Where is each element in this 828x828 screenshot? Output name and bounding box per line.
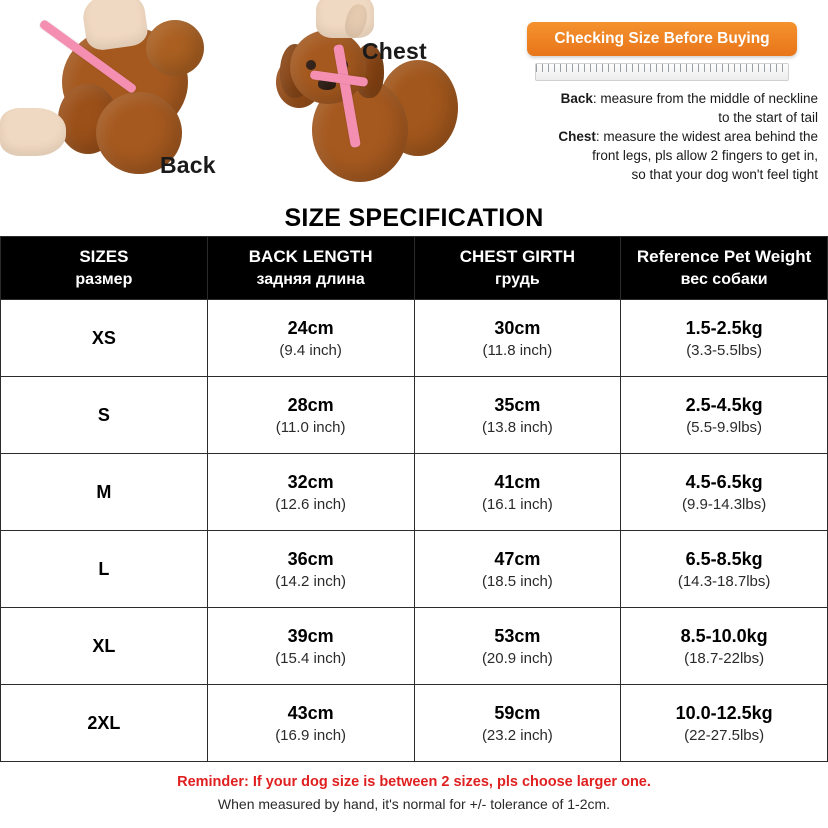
table-header-row bbox=[1, 237, 828, 300]
header-back-length bbox=[207, 237, 414, 300]
instruction-line bbox=[502, 127, 818, 146]
cell-pet-weight bbox=[621, 377, 828, 454]
value-inch: (11.8 inch) bbox=[482, 341, 553, 359]
value-cm: 30cm bbox=[494, 317, 541, 338]
table-row bbox=[1, 377, 828, 454]
header-sizes bbox=[1, 237, 208, 300]
value-inch: (20.9 inch) bbox=[481, 649, 553, 667]
footer-notes bbox=[0, 762, 828, 812]
value-lbs: (18.7-22lbs) bbox=[684, 649, 765, 667]
value-inch: (12.6 inch) bbox=[275, 495, 347, 513]
value-kg: 6.5-8.5kg bbox=[685, 548, 763, 569]
label-back: Back bbox=[160, 152, 216, 178]
instruction-term: Back bbox=[560, 91, 593, 106]
cell-size: XL bbox=[1, 608, 208, 685]
instruction-line bbox=[502, 146, 818, 165]
instruction-term: Chest bbox=[558, 129, 596, 144]
instruction-line bbox=[502, 108, 818, 127]
cell-pet-weight bbox=[621, 300, 828, 377]
value-cm: 24cm bbox=[287, 317, 334, 338]
cell-chest-girth bbox=[414, 685, 621, 762]
header-chest-girth bbox=[414, 237, 621, 300]
value-lbs: (3.3-5.5lbs) bbox=[686, 341, 763, 359]
measuring-instructions bbox=[502, 8, 822, 198]
value-cm: 36cm bbox=[287, 548, 334, 569]
value-kg: 10.0-12.5kg bbox=[675, 702, 773, 723]
table-row bbox=[1, 300, 828, 377]
value-inch: (16.9 inch) bbox=[275, 726, 347, 744]
cell-chest-girth bbox=[414, 377, 621, 454]
value-kg: 8.5-10.0kg bbox=[680, 625, 768, 646]
instruction-text: to the start of tail bbox=[718, 110, 818, 125]
cell-pet-weight bbox=[621, 531, 828, 608]
cell-back-length bbox=[207, 685, 414, 762]
value-inch: (13.8 inch) bbox=[481, 418, 553, 436]
instruction-text: : measure the widest area behind the bbox=[595, 129, 818, 144]
label-chest: Chest bbox=[362, 38, 427, 64]
value-inch: (18.5 inch) bbox=[481, 572, 553, 590]
instruction-line bbox=[502, 165, 818, 184]
hand-icon bbox=[0, 108, 66, 156]
cell-chest-girth bbox=[414, 300, 621, 377]
header-main: SIZES bbox=[79, 247, 129, 266]
instruction-text: : measure from the middle of neckline bbox=[592, 91, 818, 106]
value-cm: 32cm bbox=[287, 471, 334, 492]
value-cm: 43cm bbox=[287, 702, 334, 723]
cell-chest-girth bbox=[414, 608, 621, 685]
value-cm: 41cm bbox=[494, 471, 541, 492]
cell-chest-girth bbox=[414, 454, 621, 531]
ruler-icon bbox=[535, 63, 789, 81]
reminder-text: Reminder: If your dog size is between 2 sizes, pls choose larger one. bbox=[177, 774, 651, 790]
hero-images bbox=[0, 0, 828, 200]
cell-back-length bbox=[207, 300, 414, 377]
instruction-lines bbox=[502, 89, 822, 184]
value-inch: (9.4 inch) bbox=[279, 341, 342, 359]
dog-head-shape bbox=[146, 20, 204, 76]
table-row bbox=[1, 531, 828, 608]
dog-head-shape bbox=[290, 30, 366, 104]
cell-size: M bbox=[1, 454, 208, 531]
header-main: Reference Pet Weight bbox=[636, 247, 812, 266]
value-inch: (15.4 inch) bbox=[275, 649, 347, 667]
cell-pet-weight bbox=[621, 608, 828, 685]
value-lbs: (5.5-9.9lbs) bbox=[686, 418, 763, 436]
title-bar bbox=[0, 200, 828, 236]
header-main: BACK LENGTH bbox=[248, 247, 373, 266]
table-row bbox=[1, 608, 828, 685]
tolerance-text: When measured by hand, it's normal for +/- tolerance of 1-2cm. bbox=[217, 796, 611, 812]
photo-chest-measurement bbox=[250, 0, 485, 200]
value-inch: (23.2 inch) bbox=[481, 726, 553, 744]
cell-back-length bbox=[207, 377, 414, 454]
value-lbs: (9.9-14.3lbs) bbox=[682, 495, 767, 513]
header-main: CHEST GIRTH bbox=[459, 247, 575, 266]
value-cm: 39cm bbox=[287, 625, 334, 646]
value-kg: 2.5-4.5kg bbox=[685, 394, 763, 415]
table-body bbox=[1, 300, 828, 762]
table-row bbox=[1, 454, 828, 531]
cell-size: 2XL bbox=[1, 685, 208, 762]
checking-size-badge: Checking Size Before Buying bbox=[527, 22, 797, 56]
value-lbs: (14.3-18.7lbs) bbox=[677, 572, 771, 590]
header-reference-pet-weight bbox=[621, 237, 828, 300]
header-sub: вес собаки bbox=[680, 271, 768, 288]
size-specification-table bbox=[0, 236, 828, 762]
instruction-text: front legs, pls allow 2 fingers to get in, bbox=[592, 148, 818, 163]
value-lbs: (22-27.5lbs) bbox=[684, 726, 765, 744]
cell-size: XS bbox=[1, 300, 208, 377]
value-inch: (16.1 inch) bbox=[481, 495, 553, 513]
cell-back-length bbox=[207, 454, 414, 531]
table-row bbox=[1, 685, 828, 762]
value-cm: 47cm bbox=[494, 548, 541, 569]
page-title: SIZE SPECIFICATION bbox=[284, 203, 544, 232]
cell-pet-weight bbox=[621, 454, 828, 531]
cell-back-length bbox=[207, 531, 414, 608]
header-sub: грудь bbox=[495, 271, 540, 288]
table-head bbox=[1, 237, 828, 300]
cell-chest-girth bbox=[414, 531, 621, 608]
instruction-line bbox=[502, 89, 818, 108]
value-kg: 4.5-6.5kg bbox=[685, 471, 763, 492]
header-sub: размер bbox=[75, 271, 133, 288]
cell-back-length bbox=[207, 608, 414, 685]
value-kg: 1.5-2.5kg bbox=[685, 317, 763, 338]
cell-size: L bbox=[1, 531, 208, 608]
cell-size: S bbox=[1, 377, 208, 454]
value-cm: 35cm bbox=[494, 394, 541, 415]
value-cm: 28cm bbox=[287, 394, 334, 415]
header-sub: задняя длина bbox=[256, 271, 365, 288]
dog-eye-left bbox=[306, 60, 316, 70]
value-cm: 59cm bbox=[494, 702, 541, 723]
value-cm: 53cm bbox=[494, 625, 541, 646]
value-inch: (14.2 inch) bbox=[275, 572, 347, 590]
value-inch: (11.0 inch) bbox=[275, 418, 346, 436]
cell-pet-weight bbox=[621, 685, 828, 762]
instruction-text: so that your dog won't feel tight bbox=[631, 167, 818, 182]
